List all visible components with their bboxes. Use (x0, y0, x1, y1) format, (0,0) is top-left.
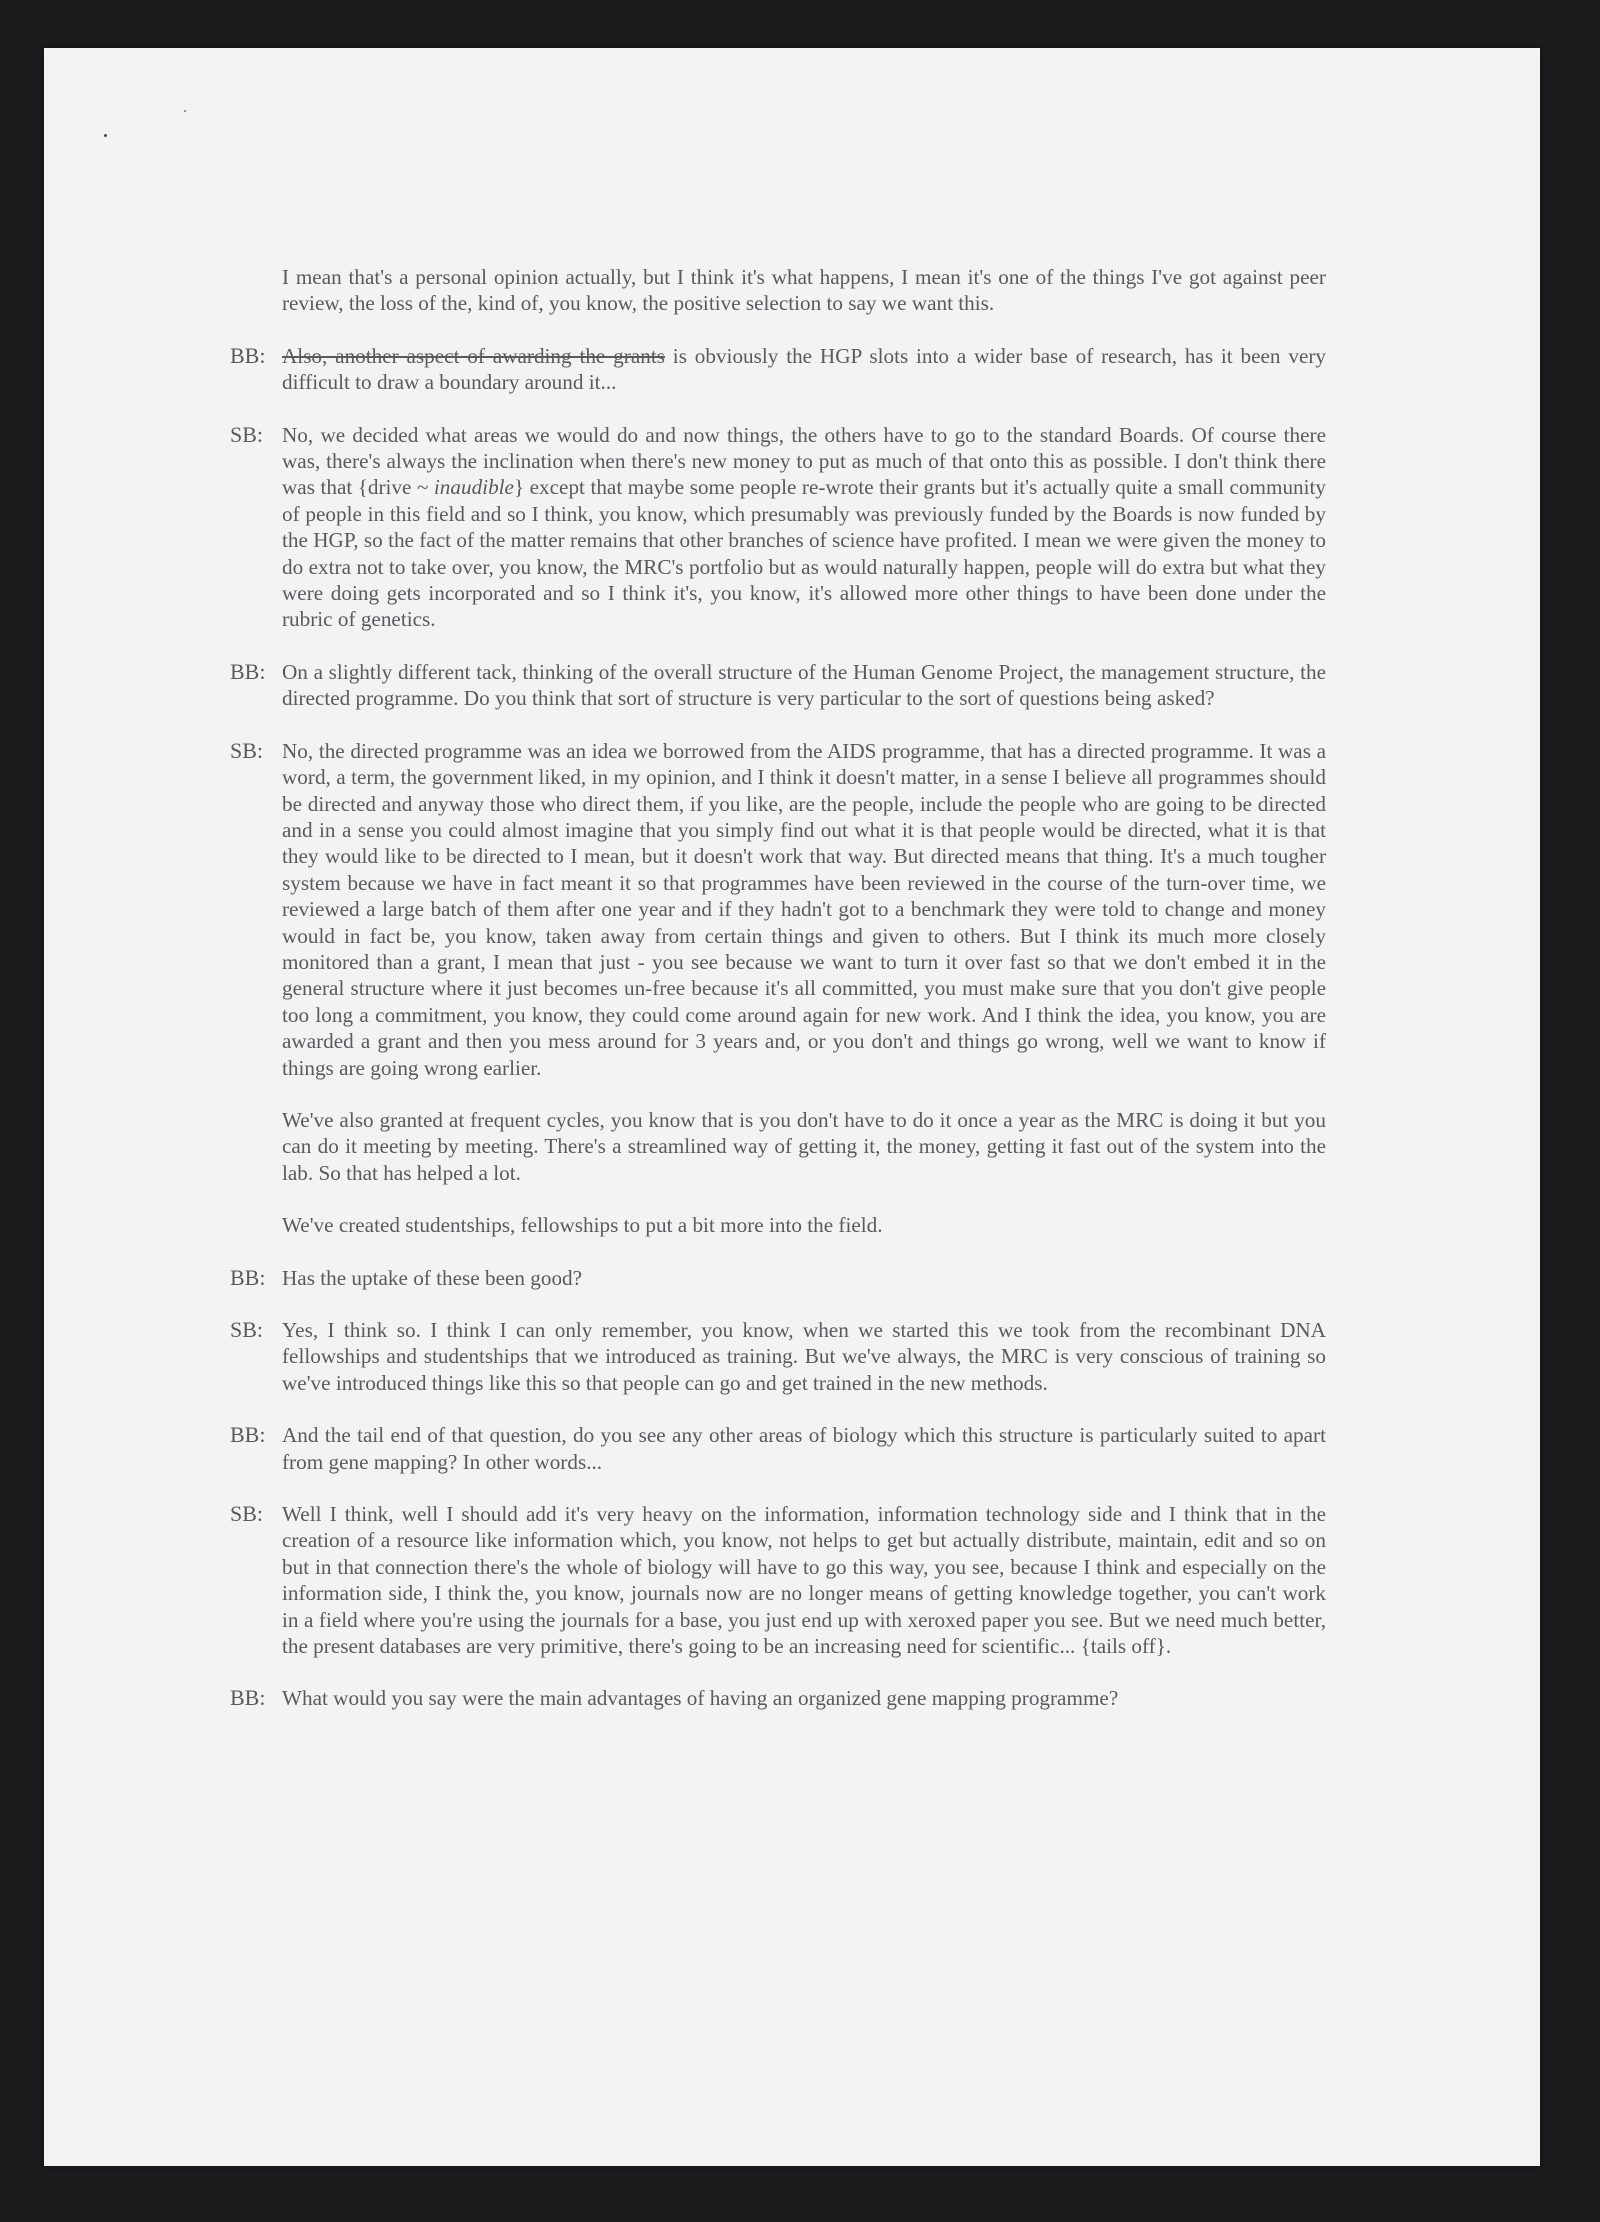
speaker-label: BB: (230, 342, 266, 368)
transcript-paragraph (230, 659, 1326, 712)
speaker-label: BB: (230, 1264, 266, 1290)
speaker-label: BB: (230, 1685, 266, 1711)
transcript-paragraph (230, 264, 1326, 317)
speaker-label: BB: (230, 658, 266, 684)
transcript-paragraph (230, 422, 1326, 633)
transcript-paragraph (230, 1422, 1326, 1475)
transcript-paragraph (230, 1212, 1326, 1238)
transcript-paragraph (230, 1501, 1326, 1659)
document-page (44, 48, 1540, 2166)
transcript-paragraph (230, 1317, 1326, 1396)
paper-speck (184, 110, 186, 112)
paragraph-text: On a slightly different tack, thinking of the overall structure of the Human Genome Project, the management structure, the directed programme. Do you think that sort of structure is very particular to the sort of questions being asked? (282, 659, 1326, 711)
paragraph-text: What would you say were the main advantages of having an organized gene mapping programme? (282, 1686, 1119, 1711)
speaker-label: SB: (230, 1501, 264, 1527)
transcript-paragraph (230, 1265, 1326, 1291)
paragraph-text: We've also granted at frequent cycles, you know that is you don't have to do it once a year as the MRC is doing it but you can do it meeting by meeting. There's a streamlined way of getting it, the money, getting it fast out of the system into the lab. So that has helped a lot. (282, 1107, 1326, 1185)
paragraph-text-continued: } except that maybe some people re-wrote their grants but it's actually quite a small community of people in this field and so I think, you know, which presumably was previously funded by the Boards is now funded by the HGP, so the fact of the matter remains that other branches of science have profited. I mean we were given the money to do extra not to take over, you know, the MRC's portfolio but as would naturally happen, people will do extra but what they were doing gets incorporated and so I think it's, you know, it's allowed more other things to have been done under the rubric of genetics. (282, 475, 1326, 632)
paragraph-text: Well I think, well I should add it's very heavy on the information, information technology side and I think that in the creation of a resource like information which, you know, not helps to get but actually distribute, maintain, edit and so on but in that connection there's the whole of biology will have to go this way, you see, because I think and especially on the information side, I think the, you know, journals now are no longer means of getting knowledge together, you can't work in a field where you're using the journals for a base, you just end up with xeroxed paper you see. But we need much better, the present databases are very primitive, there's going to be an increasing need for scientific... {tails off}. (282, 1502, 1326, 1659)
speaker-label: SB: (230, 1317, 264, 1342)
transcript-paragraph (230, 1107, 1326, 1186)
speaker-label: SB: (230, 737, 264, 763)
paper-speck (104, 134, 107, 137)
paragraph-text: We've created studentships, fellowships to put a bit more into the field. (282, 1213, 883, 1238)
transcript-paragraph (230, 343, 1326, 396)
speaker-label: SB: (230, 421, 264, 447)
paragraph-text: Yes, I think so. I think I can only remember, you know, when we started this we took from the recombinant DNA fellowships and studentships that we introduced as training. But we've always, the MRC is very conscious of training so we've introduced things like this so that people can go and get trained in the new methods. (282, 1318, 1326, 1395)
paragraph-text: No, we decided what areas we would do and now things, the others have to go to the standard Boards. Of course there was, there's always the inclination when there's new money to put as much of that onto this as possible. I don't think there was that {drive ~ (282, 422, 1326, 500)
paragraph-text: Has the uptake of these been good? (282, 1265, 583, 1290)
inaudible-note: inaudible (433, 475, 514, 500)
speaker-label: BB: (230, 1422, 266, 1448)
transcript-body (230, 264, 1326, 1738)
paragraph-text: is obviously the HGP slots into a wider base of research, has it been very difficult to draw a boundary around it... (282, 343, 1326, 395)
transcript-paragraph (230, 738, 1326, 1081)
paragraph-text: I mean that's a personal opinion actually, but I think it's what happens, I mean it's one of the things I've got against peer review, the loss of the, kind of, you know, the positive selection to say we want this. (282, 265, 1326, 316)
transcript-paragraph (230, 1685, 1326, 1711)
paragraph-text: And the tail end of that question, do you see any other areas of biology which this structure is particularly suited to apart from gene mapping? In other words... (282, 1423, 1326, 1474)
struck-text: Also, another aspect of awarding the grants (282, 343, 665, 368)
paragraph-text: No, the directed programme was an idea we borrowed from the AIDS programme, that has a directed programme. It was a word, a term, the government liked, in my opinion, and I think it doesn't matter, in a sense I believe all programmes should be directed and anyway those who direct them, if you like, are the people, include the people who are going to be directed and in a sense you could almost imagine that you simply find out what it is that people would be directed, what it is that they would like to be directed to I mean, but it doesn't work that way. But directed means that thing. It's a much tougher system because we have in fact meant it so that programmes have been reviewed in the course of the turn-over time, we reviewed a large batch of them after one year and if they hadn't got to a benchmark they were told to change and money would in fact be, you know, taken away from certain things and given to others. But I think its much more closely monitored than a grant, I mean that just - you see because we want to turn it over fast so that we don't embed it in the general structure where it just becomes un-free because it's all committed, you must make sure that you don't give people too long a commitment, you know, they could come around again for new work. And I think the idea, you know, you are awarded a grant and then you mess around for 3 years and, or you don't and things go wrong, well we want to know if things are going wrong earlier. (282, 738, 1326, 1080)
